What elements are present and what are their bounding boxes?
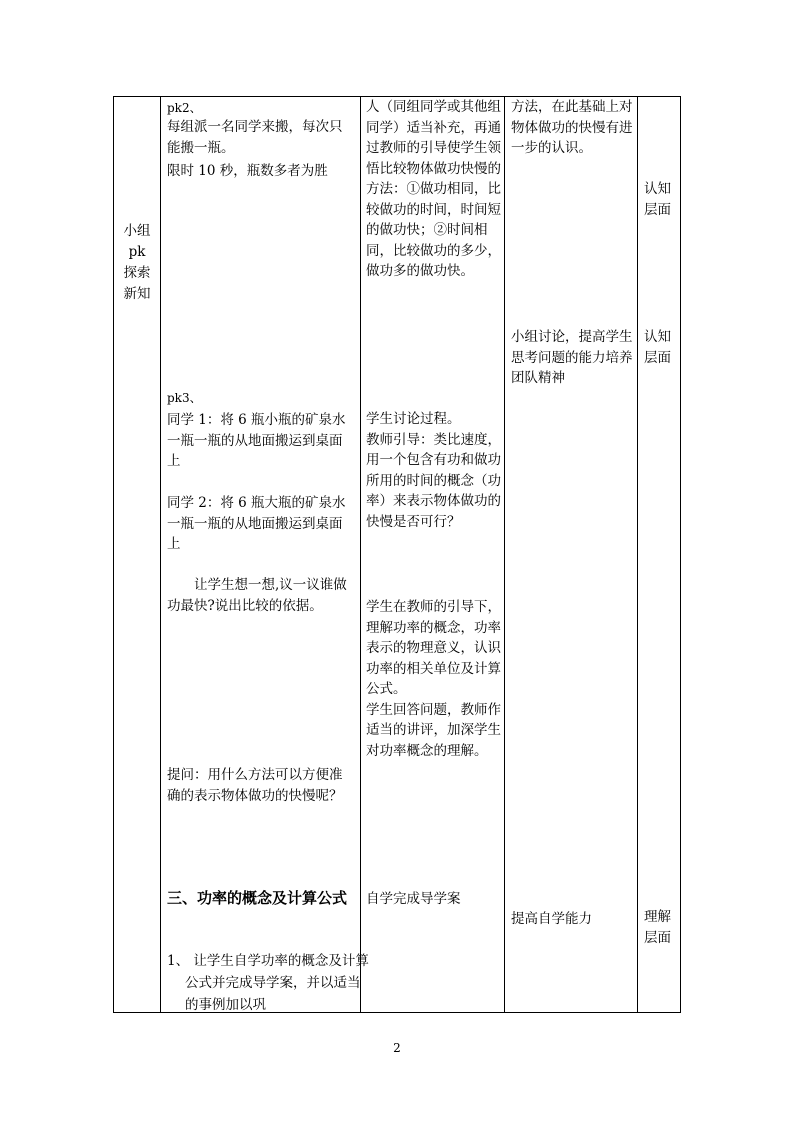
pk3-student1: 同学 1：将 6 瓶小瓶的矿泉水一瓶一瓶的从地面搬运到桌面上	[167, 412, 346, 469]
page-number: 2	[393, 1041, 401, 1055]
student-activity-2: 学生讨论过程。 教师引导：类比速度，用一个包含有功和做功所用的时间的概念（功率）来表示物体做功的快慢是否可行？	[366, 411, 501, 530]
student-activity-1: 人（同组同学或其他组同学）适当补充，再通过教师的引导使学生领悟比较物体做功快慢的方法：①做功相同，比较做功的时间，时间短的做功快；②时间相同，比较做功的多少，做功多的做功快。	[366, 99, 501, 279]
student-activity-4: 自学完成导学案	[366, 891, 461, 907]
pk2-title: pk2、	[167, 101, 202, 115]
pk3-student2: 同学 2：将 6 瓶大瓶的矿泉水一瓶一瓶的从地面搬运到桌面上	[167, 495, 346, 552]
section-item: 1、 让学生自学功率的概念及计算公式并完成导学案，并以适当的事例加以巩	[167, 953, 369, 1013]
column-divider	[504, 97, 505, 1012]
pk2-rule: 限时 10 秒，瓶数多者为胜	[167, 163, 328, 179]
student-activity-3: 学生在教师的引导下，理解功率的概念，功率表示的物理意义，认识功率的相关单位及计算公式。 学生回答问题，教师作适当的讲评，加深学生对功率概念的理解。	[366, 599, 501, 759]
cognitive-level-2: 认知层面	[644, 329, 671, 366]
column-divider	[160, 97, 161, 1012]
question-text: 提问：用什么方法可以方便准确的表示物体做功的快慢呢？	[167, 767, 343, 804]
stage-label: 小组 pk 探索 新知	[123, 223, 151, 302]
lesson-plan-table	[113, 96, 681, 1013]
pk2-text: 每组派一名同学来搬，每次只能搬一瓶。	[167, 119, 343, 156]
design-intent-3: 提高自学能力	[511, 911, 592, 927]
design-intent-2: 小组讨论，提高学生思考问题的能力培养团队精神	[511, 329, 633, 386]
cognitive-level-3: 理解层面	[644, 909, 671, 946]
cognitive-level-1: 认知层面	[644, 181, 671, 218]
section-heading: 三、功率的概念及计算公式	[167, 889, 348, 907]
think-prompt: 让学生想一想,议一议谁做功最快?说出比较的依据。	[167, 577, 347, 614]
design-intent-1: 方法，在此基础上对物体做功的快慢有进一步的认识。	[511, 99, 633, 156]
column-divider	[360, 97, 361, 1012]
pk3-title: pk3、	[167, 391, 202, 405]
column-divider	[637, 97, 638, 1012]
